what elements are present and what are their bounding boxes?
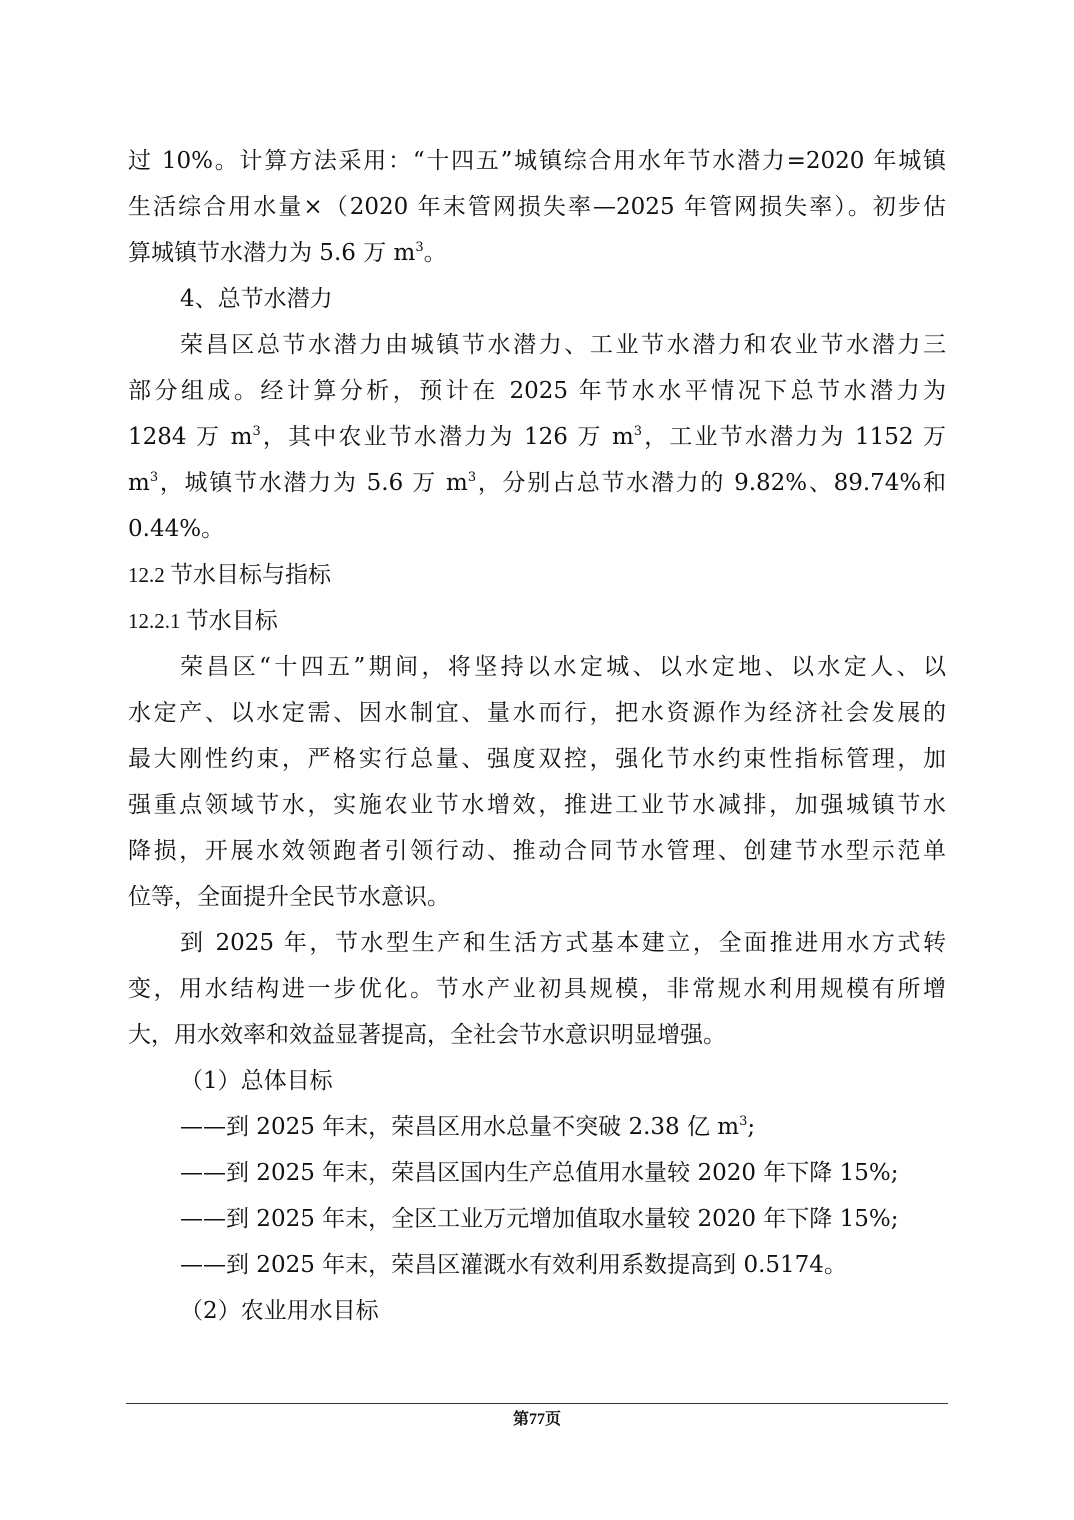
superscript: 3 xyxy=(252,424,261,439)
list-item: ——到 2025 年末，荣昌区灌溉水有效利用系数提高到 0.5174。 xyxy=(180,1252,847,1278)
text-span: ，城镇节水潜力为 5.6 万 m xyxy=(158,470,468,496)
superscript: 3 xyxy=(149,470,159,485)
text-span: m xyxy=(128,470,150,496)
section-title: 节水目标 xyxy=(185,608,278,634)
text-span: ，工业节水潜力为 1152 万 xyxy=(642,424,946,450)
text-span: 1284 万 m xyxy=(128,424,253,450)
text-span: 。 xyxy=(423,240,447,266)
text-line xyxy=(128,414,946,460)
text-line: 过 10%。计算方法采用：“十四五”城镇综合用水年节水潜力=2020 年城镇 xyxy=(128,148,946,174)
text-line xyxy=(128,460,946,506)
list-item: ——到 2025 年末，全区工业万元增加值取水量较 2020 年下降 15%; xyxy=(180,1206,899,1232)
superscript: 3 xyxy=(633,424,643,439)
text-line: 部分组成。经计算分析，预计在 2025 年节水水平情况下总节水潜力为 xyxy=(128,378,946,404)
document-body xyxy=(128,138,946,1334)
list-heading: （1）总体目标 xyxy=(180,1068,333,1094)
text-line: 大，用水效率和效益显著提高，全社会节水意识明显增强。 xyxy=(128,1022,726,1048)
text-line: 降损，开展水效领跑者引领行动、推动合同节水管理、创建节水型示范单 xyxy=(128,838,946,864)
text-line: 最大刚性约束，严格实行总量、强度双控，强化节水约束性指标管理，加 xyxy=(128,746,946,772)
text-span: ; xyxy=(747,1114,756,1140)
text-span: ，分别占总节水潜力的 9.82%、89.74%和 xyxy=(476,470,946,496)
list-item: ——到 2025 年末，荣昌区国内生产总值用水量较 2020 年下降 15%; xyxy=(180,1160,899,1186)
text-line: 变，用水结构进一步优化。节水产业初具规模，非常规水利用规模有所增 xyxy=(128,976,946,1002)
superscript: 3 xyxy=(415,240,424,255)
section-number: 12.2.1 xyxy=(128,609,186,633)
text-span: ——到 2025 年末，荣昌区用水总量不突破 2.38 亿 m xyxy=(180,1114,740,1140)
list-heading: 4、总节水潜力 xyxy=(180,286,333,312)
text-line: 到 2025 年，节水型生产和生活方式基本建立，全面推进用水方式转 xyxy=(180,930,946,956)
text-line: 位等，全面提升全民节水意识。 xyxy=(128,884,450,910)
text-line: 荣昌区总节水潜力由城镇节水潜力、工业节水潜力和农业节水潜力三 xyxy=(180,332,946,358)
section-heading xyxy=(128,552,946,598)
section-title: 节水目标与指标 xyxy=(170,562,331,588)
footer-divider xyxy=(126,1403,948,1404)
text-line: 生活综合用水量×（2020 年末管网损失率—2025 年管网损失率）。初步估 xyxy=(128,194,946,220)
text-span: 算城镇节水潜力为 5.6 万 m xyxy=(128,240,416,266)
text-span: ，其中农业节水潜力为 126 万 m xyxy=(260,424,634,450)
list-heading: （2）农业用水目标 xyxy=(180,1298,379,1324)
superscript: 3 xyxy=(467,470,477,485)
list-item xyxy=(128,1104,946,1150)
text-line: 强重点领域节水，实施农业节水增效，推进工业节水减排，加强城镇节水 xyxy=(128,792,946,818)
superscript: 3 xyxy=(739,1114,748,1129)
subsection-heading xyxy=(128,598,946,644)
text-line: 水定产、以水定需、因水制宜、量水而行，把水资源作为经济社会发展的 xyxy=(128,700,946,726)
text-line: 荣昌区“十四五”期间，将坚持以水定城、以水定地、以水定人、以 xyxy=(180,654,946,680)
page-number: 第77页 xyxy=(512,1411,561,1428)
text-line xyxy=(128,230,946,276)
section-number: 12.2 xyxy=(128,563,170,587)
text-line: 0.44%。 xyxy=(128,516,225,542)
